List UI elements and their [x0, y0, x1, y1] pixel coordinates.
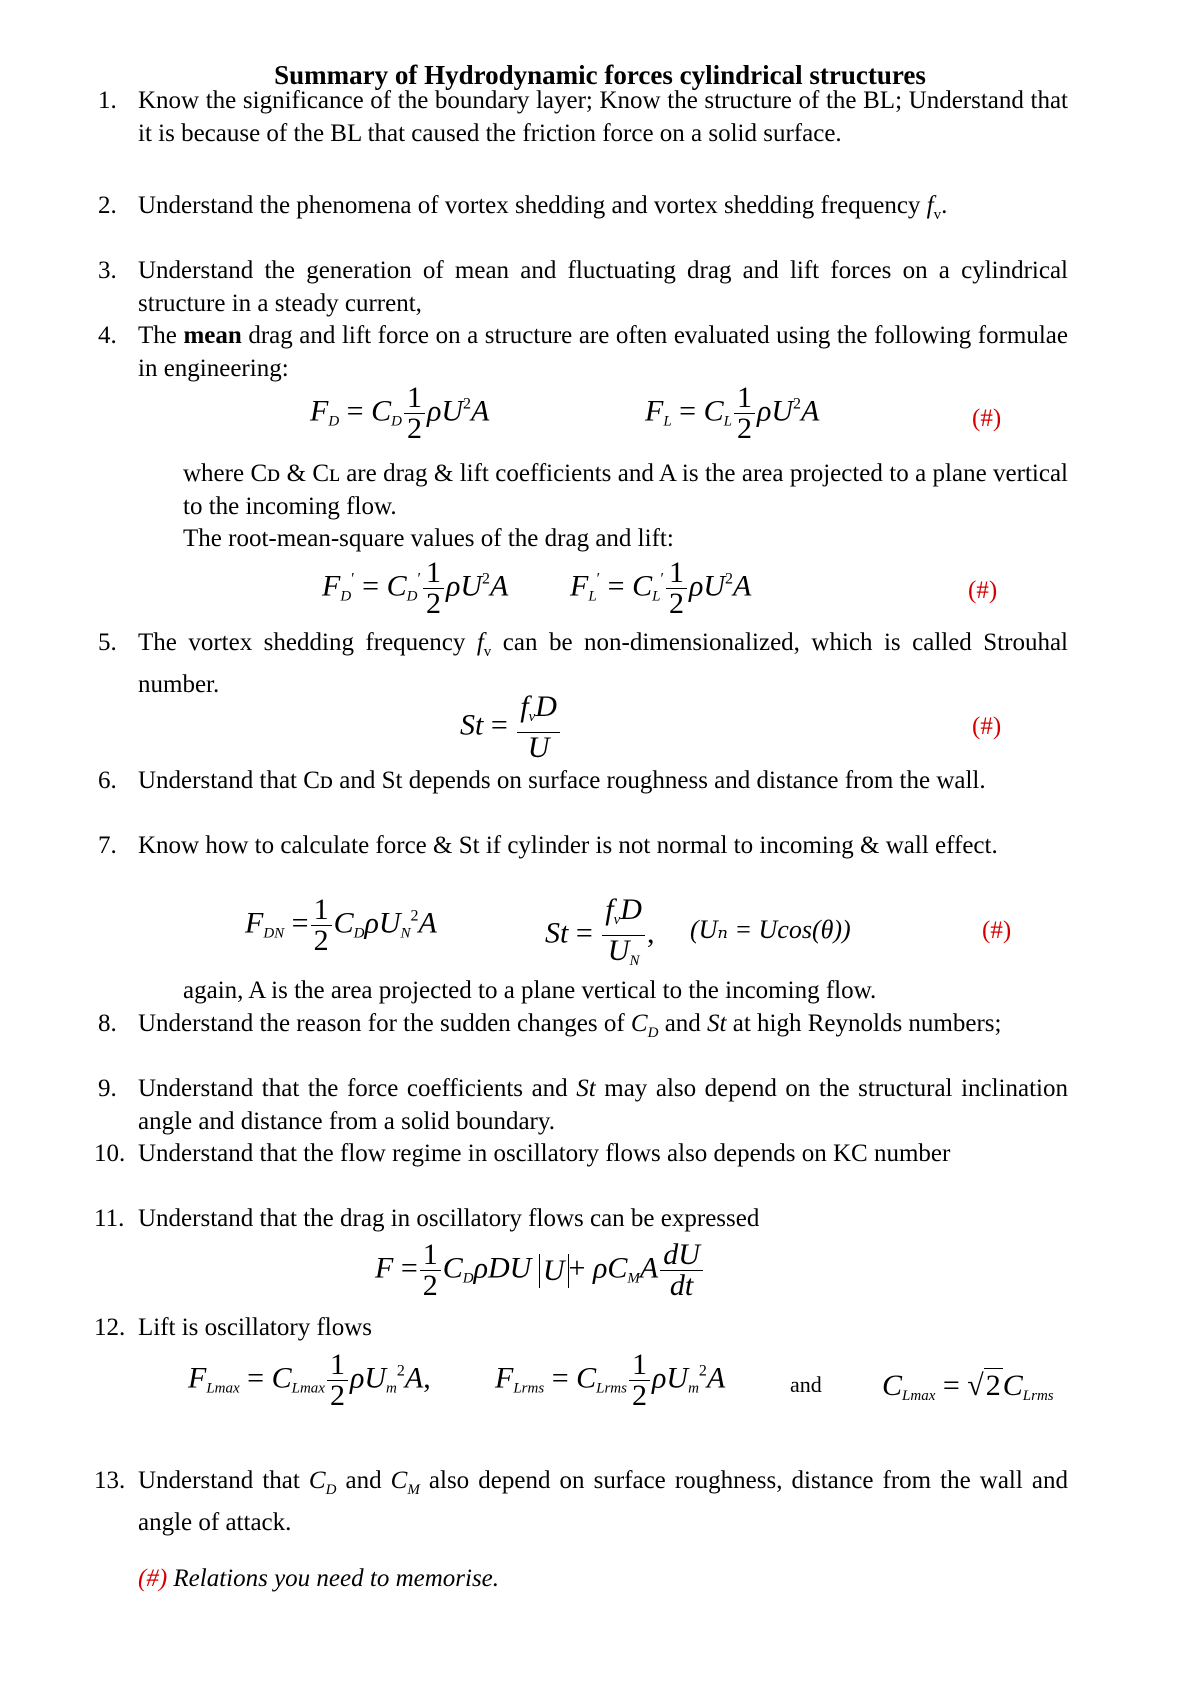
equation-st-normal: St = $\frac{f_vD}{U_N}$ ,: [545, 893, 655, 969]
equation-un: (Uₙ = Ucos(θ)): [690, 915, 851, 944]
equation-normal-force: $F_{DN}$ = $\frac{1}{2}$ $C_D\rho U_N^2A$: [245, 893, 437, 957]
item-text: Understand the reason for the sudden changes of: [138, 1010, 631, 1037]
fv-symbol: f: [926, 192, 934, 219]
list-item-5: [98, 627, 1068, 701]
item-text-mid: and: [658, 1010, 708, 1037]
paragraph-where: where Cᴅ & Cʟ are drag & lift coefficients and A is the area projected to a plane vertical to the incoming flow.: [183, 460, 1068, 520]
list-item-8: [98, 1008, 1068, 1050]
memorise-mark: (#): [968, 577, 998, 604]
item-number: 8.: [98, 1010, 117, 1037]
bold-word: mean: [183, 322, 242, 349]
item-text-end: can be non-dimensionalized, which is called Strouhal number.: [138, 629, 1068, 698]
equation-lift-rms: $F_{Lrms} = C_{Lrms}$ $\frac{1}{2}$ $\rho U_m^2A$: [495, 1348, 726, 1412]
item-number: 1.: [98, 87, 117, 114]
list-item-3: [98, 255, 1068, 320]
cd-symbol: C: [308, 1467, 326, 1494]
fv-symbol: f: [476, 629, 484, 656]
item-text-end: .: [941, 192, 948, 219]
list-item-12: [94, 1312, 1068, 1345]
page-title: Summary of Hydrodynamic forces cylindrical structures: [274, 60, 926, 90]
list-item-9: [98, 1073, 1068, 1138]
fv-subscript: v: [483, 644, 492, 660]
item-text: Understand that Cᴅ and St depends on surface roughness and distance from the wall.: [138, 767, 986, 794]
and-word: and: [790, 1372, 822, 1397]
memorise-mark: (#): [972, 713, 1002, 740]
item-text-end: drag and lift force on a structure are often evaluated using the following formulae in engineering:: [138, 322, 1068, 382]
list-item-11: [94, 1203, 1068, 1236]
item-text: Lift is oscillatory flows: [138, 1314, 372, 1341]
equation-rms-lift: $F_L' = C_L'$ $\frac{1}{2}$ $\rho U^2A$: [570, 556, 752, 620]
equation-morison: F = $\frac{1}{2}$ $C_D\rho DU$ $U + \rho C_MA$ $\frac{dU}{dt}$: [375, 1240, 705, 1301]
st-symbol: St: [707, 1010, 727, 1037]
item-number: 4.: [98, 322, 117, 349]
item-number: 5.: [98, 629, 117, 656]
item-number: 11.: [94, 1205, 125, 1232]
item-text: Know the significance of the boundary layer; Know the structure of the BL; Understand that it is because of the BL that caused the friction force on a solid surface.: [138, 87, 1068, 147]
item-number: 12.: [94, 1314, 126, 1341]
cd-subscript: D: [647, 1025, 659, 1041]
item-text: The vortex shedding frequency: [138, 629, 477, 656]
item-number: 6.: [98, 767, 117, 794]
equation-mean-drag: $F_D = C_D$ $\frac{1}{2}$ $\rho U^2A$: [310, 381, 490, 445]
list-item-4: [98, 320, 1068, 385]
item-text: Understand that the flow regime in oscillatory flows also depends on KC number: [138, 1140, 951, 1167]
cd-subscript: D: [325, 1482, 337, 1498]
item-text: Understand that the drag in oscillatory flows can be expressed: [138, 1205, 760, 1232]
item-number: 2.: [98, 192, 117, 219]
equation-rms-drag: $F_D' = C_D'$ $\frac{1}{2}$ $\rho U^2A$: [322, 556, 509, 620]
equation-strouhal: St = $\frac{f_vD}{U}$: [460, 692, 562, 763]
list-item-1: [98, 85, 1068, 150]
item-text: Know how to calculate force & St if cylinder is not normal to incoming & wall effect.: [138, 832, 998, 859]
item-number: 13.: [94, 1467, 126, 1494]
item-text: Understand the generation of mean and fluctuating drag and lift forces on a cylindrical structure in a steady current,: [138, 257, 1068, 317]
paragraph-again: again, A is the area projected to a plane vertical to the incoming flow.: [183, 977, 877, 1004]
item-text: Understand that the force coefficients and: [138, 1075, 577, 1102]
cd-symbol: C: [630, 1010, 648, 1037]
item-text-end: also depend on surface roughness, distance from the wall and angle of attack.: [138, 1467, 1068, 1536]
item-text-end: at high Reynolds numbers;: [726, 1010, 1002, 1037]
equation-lift-ratio: $C_{Lmax} = √2C_{Lrms}$: [882, 1369, 1054, 1404]
item-number: 10.: [94, 1140, 126, 1167]
note-mark: (#): [138, 1565, 168, 1592]
item-number: 7.: [98, 832, 117, 859]
item-text: Understand that: [138, 1467, 309, 1494]
memorise-note: [138, 1565, 499, 1593]
item-number: 9.: [98, 1075, 117, 1102]
fv-subscript: v: [933, 207, 942, 223]
paragraph-rms: The root-mean-square values of the drag and lift:: [183, 525, 674, 552]
cm-subscript: M: [407, 1482, 420, 1498]
item-text: Understand the phenomena of vortex shedding and vortex shedding frequency: [138, 192, 927, 219]
cm-symbol: C: [390, 1467, 408, 1494]
item-number: 3.: [98, 257, 117, 284]
equation-lift-max: $F_{Lmax} = C_{Lmax}$ $\frac{1}{2}$ $\rho U_m^2A$,: [188, 1348, 431, 1412]
memorise-mark: (#): [972, 405, 1002, 432]
list-item-6: [98, 765, 1068, 798]
list-item-10: [94, 1138, 1068, 1171]
equation-mean-lift: $F_L = C_L$ $\frac{1}{2}$ $\rho U^2A$: [645, 381, 820, 445]
item-text-mid: and: [336, 1467, 391, 1494]
item-text-end: may also depend on the structural inclination angle and distance from a solid boundary.: [138, 1075, 1068, 1135]
note-text: Relations you need to memorise.: [167, 1565, 500, 1592]
list-item-2: [98, 190, 1068, 232]
memorise-mark: (#): [982, 917, 1012, 944]
st-symbol: St: [576, 1075, 596, 1102]
list-item-13: [94, 1465, 1068, 1539]
item-text: The: [138, 322, 184, 349]
list-item-7: [98, 830, 1068, 863]
